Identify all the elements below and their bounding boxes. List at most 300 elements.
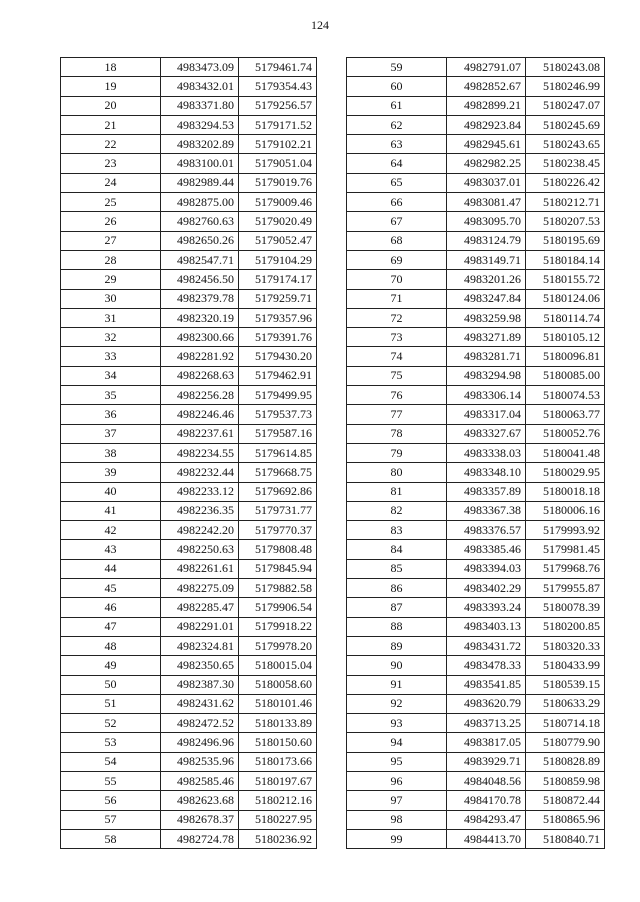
table-row xyxy=(61,501,317,520)
x-coordinate-cell: 4984293.47 xyxy=(447,810,526,829)
table-row xyxy=(61,135,317,154)
table-row xyxy=(61,694,317,713)
x-coordinate-cell: 4982678.37 xyxy=(161,810,239,829)
y-coordinate-cell: 5180828.89 xyxy=(526,752,605,771)
y-coordinate-cell: 5179354.43 xyxy=(239,77,317,96)
y-coordinate-cell: 5180018.18 xyxy=(526,482,605,501)
x-coordinate-cell: 4984413.70 xyxy=(447,829,526,848)
point-number-cell: 82 xyxy=(347,501,447,520)
x-coordinate-cell: 4983081.47 xyxy=(447,193,526,212)
table-row xyxy=(61,250,317,269)
point-number-cell: 25 xyxy=(61,193,161,212)
table-row xyxy=(61,212,317,231)
y-coordinate-cell: 5179259.71 xyxy=(239,289,317,308)
point-number-cell: 74 xyxy=(347,347,447,366)
x-coordinate-cell: 4982285.47 xyxy=(161,598,239,617)
y-coordinate-cell: 5180195.69 xyxy=(526,231,605,250)
point-number-cell: 65 xyxy=(347,173,447,192)
y-coordinate-cell: 5180078.39 xyxy=(526,598,605,617)
y-coordinate-cell: 5180238.45 xyxy=(526,154,605,173)
table-row xyxy=(61,347,317,366)
x-coordinate-cell: 4982982.25 xyxy=(447,154,526,173)
point-number-cell: 59 xyxy=(347,58,447,77)
y-coordinate-cell: 5180247.07 xyxy=(526,96,605,115)
x-coordinate-cell: 4982923.84 xyxy=(447,115,526,134)
y-coordinate-cell: 5180133.89 xyxy=(239,714,317,733)
y-coordinate-cell: 5180029.95 xyxy=(526,463,605,482)
x-coordinate-cell: 4982246.46 xyxy=(161,405,239,424)
x-coordinate-cell: 4982496.96 xyxy=(161,733,239,752)
y-coordinate-cell: 5180105.12 xyxy=(526,328,605,347)
y-coordinate-cell: 5180320.33 xyxy=(526,636,605,655)
point-number-cell: 98 xyxy=(347,810,447,829)
point-number-cell: 32 xyxy=(61,328,161,347)
table-row xyxy=(347,231,605,250)
x-coordinate-cell: 4983431.72 xyxy=(447,636,526,655)
table-row xyxy=(347,96,605,115)
y-coordinate-cell: 5180872.44 xyxy=(526,791,605,810)
x-coordinate-cell: 4982233.12 xyxy=(161,482,239,501)
table-row xyxy=(61,193,317,212)
point-number-cell: 38 xyxy=(61,443,161,462)
table-row xyxy=(61,656,317,675)
x-coordinate-cell: 4982350.65 xyxy=(161,656,239,675)
table-row xyxy=(61,617,317,636)
table-row xyxy=(347,579,605,598)
table-row xyxy=(347,521,605,540)
y-coordinate-cell: 5179981.45 xyxy=(526,540,605,559)
x-coordinate-cell: 4983271.89 xyxy=(447,328,526,347)
y-coordinate-cell: 5179104.29 xyxy=(239,250,317,269)
x-coordinate-cell: 4983478.33 xyxy=(447,656,526,675)
point-number-cell: 21 xyxy=(61,115,161,134)
point-number-cell: 79 xyxy=(347,443,447,462)
coordinates-table-right xyxy=(346,57,605,849)
point-number-cell: 86 xyxy=(347,579,447,598)
y-coordinate-cell: 5180041.48 xyxy=(526,443,605,462)
table-row xyxy=(61,810,317,829)
y-coordinate-cell: 5179906.54 xyxy=(239,598,317,617)
point-number-cell: 55 xyxy=(61,771,161,790)
y-coordinate-cell: 5180779.90 xyxy=(526,733,605,752)
y-coordinate-cell: 5179614.85 xyxy=(239,443,317,462)
x-coordinate-cell: 4983394.03 xyxy=(447,559,526,578)
table-row xyxy=(347,559,605,578)
y-coordinate-cell: 5179993.92 xyxy=(526,521,605,540)
y-coordinate-cell: 5179808.48 xyxy=(239,540,317,559)
point-number-cell: 47 xyxy=(61,617,161,636)
x-coordinate-cell: 4982275.09 xyxy=(161,579,239,598)
point-number-cell: 68 xyxy=(347,231,447,250)
table-row xyxy=(347,733,605,752)
coordinates-table-left xyxy=(60,57,317,849)
y-coordinate-cell: 5179968.76 xyxy=(526,559,605,578)
table-row xyxy=(61,308,317,327)
x-coordinate-cell: 4982760.63 xyxy=(161,212,239,231)
table-row xyxy=(61,752,317,771)
x-coordinate-cell: 4982250.63 xyxy=(161,540,239,559)
table-row xyxy=(61,521,317,540)
point-number-cell: 84 xyxy=(347,540,447,559)
x-coordinate-cell: 4983201.26 xyxy=(447,270,526,289)
table-row xyxy=(61,231,317,250)
x-coordinate-cell: 4982547.71 xyxy=(161,250,239,269)
y-coordinate-cell: 5179430.20 xyxy=(239,347,317,366)
y-coordinate-cell: 5179692.86 xyxy=(239,482,317,501)
y-coordinate-cell: 5179462.91 xyxy=(239,366,317,385)
point-number-cell: 94 xyxy=(347,733,447,752)
point-number-cell: 97 xyxy=(347,791,447,810)
point-number-cell: 45 xyxy=(61,579,161,598)
point-number-cell: 85 xyxy=(347,559,447,578)
table-row xyxy=(347,308,605,327)
point-number-cell: 54 xyxy=(61,752,161,771)
x-coordinate-cell: 4983317.04 xyxy=(447,405,526,424)
table-row xyxy=(61,328,317,347)
x-coordinate-cell: 4983281.71 xyxy=(447,347,526,366)
table-row xyxy=(347,771,605,790)
point-number-cell: 96 xyxy=(347,771,447,790)
x-coordinate-cell: 4983403.13 xyxy=(447,617,526,636)
y-coordinate-cell: 5180236.92 xyxy=(239,829,317,848)
y-coordinate-cell: 5179978.20 xyxy=(239,636,317,655)
table-row xyxy=(347,328,605,347)
y-coordinate-cell: 5180101.46 xyxy=(239,694,317,713)
y-coordinate-cell: 5179357.96 xyxy=(239,308,317,327)
y-coordinate-cell: 5179171.52 xyxy=(239,115,317,134)
point-number-cell: 18 xyxy=(61,58,161,77)
y-coordinate-cell: 5180633.29 xyxy=(526,694,605,713)
x-coordinate-cell: 4983473.09 xyxy=(161,58,239,77)
y-coordinate-cell: 5180096.81 xyxy=(526,347,605,366)
point-number-cell: 63 xyxy=(347,135,447,154)
table-row xyxy=(61,270,317,289)
point-number-cell: 36 xyxy=(61,405,161,424)
x-coordinate-cell: 4982623.68 xyxy=(161,791,239,810)
table-row xyxy=(347,386,605,405)
x-coordinate-cell: 4983294.98 xyxy=(447,366,526,385)
table-row xyxy=(61,540,317,559)
x-coordinate-cell: 4982256.28 xyxy=(161,386,239,405)
point-number-cell: 46 xyxy=(61,598,161,617)
point-number-cell: 28 xyxy=(61,250,161,269)
y-coordinate-cell: 5180714.18 xyxy=(526,714,605,733)
point-number-cell: 71 xyxy=(347,289,447,308)
point-number-cell: 90 xyxy=(347,656,447,675)
y-coordinate-cell: 5180074.53 xyxy=(526,386,605,405)
table-row xyxy=(61,771,317,790)
point-number-cell: 87 xyxy=(347,598,447,617)
table-row xyxy=(347,714,605,733)
x-coordinate-cell: 4984048.56 xyxy=(447,771,526,790)
x-coordinate-cell: 4983432.01 xyxy=(161,77,239,96)
table-row xyxy=(347,501,605,520)
table-row xyxy=(347,58,605,77)
table-row xyxy=(347,656,605,675)
y-coordinate-cell: 5180865.96 xyxy=(526,810,605,829)
y-coordinate-cell: 5180539.15 xyxy=(526,675,605,694)
point-number-cell: 51 xyxy=(61,694,161,713)
point-number-cell: 78 xyxy=(347,424,447,443)
point-number-cell: 70 xyxy=(347,270,447,289)
point-number-cell: 24 xyxy=(61,173,161,192)
x-coordinate-cell: 4982431.62 xyxy=(161,694,239,713)
point-number-cell: 52 xyxy=(61,714,161,733)
y-coordinate-cell: 5180197.67 xyxy=(239,771,317,790)
y-coordinate-cell: 5180433.99 xyxy=(526,656,605,675)
point-number-cell: 31 xyxy=(61,308,161,327)
table-row xyxy=(61,791,317,810)
x-coordinate-cell: 4982320.19 xyxy=(161,308,239,327)
table-row xyxy=(347,463,605,482)
y-coordinate-cell: 5180155.72 xyxy=(526,270,605,289)
x-coordinate-cell: 4982875.00 xyxy=(161,193,239,212)
table-row xyxy=(347,636,605,655)
x-coordinate-cell: 4982324.81 xyxy=(161,636,239,655)
x-coordinate-cell: 4982261.61 xyxy=(161,559,239,578)
x-coordinate-cell: 4982300.66 xyxy=(161,328,239,347)
x-coordinate-cell: 4982291.01 xyxy=(161,617,239,636)
y-coordinate-cell: 5180015.04 xyxy=(239,656,317,675)
y-coordinate-cell: 5180052.76 xyxy=(526,424,605,443)
point-number-cell: 57 xyxy=(61,810,161,829)
point-number-cell: 67 xyxy=(347,212,447,231)
y-coordinate-cell: 5180859.98 xyxy=(526,771,605,790)
point-number-cell: 35 xyxy=(61,386,161,405)
y-coordinate-cell: 5179052.47 xyxy=(239,231,317,250)
x-coordinate-cell: 4982535.96 xyxy=(161,752,239,771)
point-number-cell: 50 xyxy=(61,675,161,694)
y-coordinate-cell: 5180227.95 xyxy=(239,810,317,829)
point-number-cell: 23 xyxy=(61,154,161,173)
table-row xyxy=(347,443,605,462)
y-coordinate-cell: 5179955.87 xyxy=(526,579,605,598)
point-number-cell: 53 xyxy=(61,733,161,752)
table-row xyxy=(61,115,317,134)
x-coordinate-cell: 4983348.10 xyxy=(447,463,526,482)
table-row xyxy=(347,810,605,829)
x-coordinate-cell: 4983713.25 xyxy=(447,714,526,733)
y-coordinate-cell: 5180085.00 xyxy=(526,366,605,385)
y-coordinate-cell: 5179461.74 xyxy=(239,58,317,77)
y-coordinate-cell: 5180124.06 xyxy=(526,289,605,308)
y-coordinate-cell: 5179499.95 xyxy=(239,386,317,405)
point-number-cell: 56 xyxy=(61,791,161,810)
y-coordinate-cell: 5179668.75 xyxy=(239,463,317,482)
table-row xyxy=(61,289,317,308)
x-coordinate-cell: 4982387.30 xyxy=(161,675,239,694)
point-number-cell: 42 xyxy=(61,521,161,540)
point-number-cell: 43 xyxy=(61,540,161,559)
y-coordinate-cell: 5179051.04 xyxy=(239,154,317,173)
y-coordinate-cell: 5180245.69 xyxy=(526,115,605,134)
x-coordinate-cell: 4982724.78 xyxy=(161,829,239,848)
y-coordinate-cell: 5179537.73 xyxy=(239,405,317,424)
point-number-cell: 93 xyxy=(347,714,447,733)
y-coordinate-cell: 5180243.65 xyxy=(526,135,605,154)
point-number-cell: 88 xyxy=(347,617,447,636)
x-coordinate-cell: 4983620.79 xyxy=(447,694,526,713)
point-number-cell: 58 xyxy=(61,829,161,848)
table-row xyxy=(347,135,605,154)
x-coordinate-cell: 4982650.26 xyxy=(161,231,239,250)
point-number-cell: 49 xyxy=(61,656,161,675)
table-row xyxy=(347,173,605,192)
point-number-cell: 22 xyxy=(61,135,161,154)
x-coordinate-cell: 4983202.89 xyxy=(161,135,239,154)
point-number-cell: 69 xyxy=(347,250,447,269)
table-row xyxy=(61,96,317,115)
table-row xyxy=(347,366,605,385)
y-coordinate-cell: 5179770.37 xyxy=(239,521,317,540)
x-coordinate-cell: 4983385.46 xyxy=(447,540,526,559)
table-row xyxy=(347,752,605,771)
table-row xyxy=(347,347,605,366)
table-row xyxy=(347,193,605,212)
y-coordinate-cell: 5180150.60 xyxy=(239,733,317,752)
y-coordinate-cell: 5179019.76 xyxy=(239,173,317,192)
point-number-cell: 99 xyxy=(347,829,447,848)
y-coordinate-cell: 5180243.08 xyxy=(526,58,605,77)
table-row xyxy=(347,154,605,173)
y-coordinate-cell: 5180173.66 xyxy=(239,752,317,771)
table-row xyxy=(61,579,317,598)
x-coordinate-cell: 4983149.71 xyxy=(447,250,526,269)
y-coordinate-cell: 5180006.16 xyxy=(526,501,605,520)
point-number-cell: 61 xyxy=(347,96,447,115)
y-coordinate-cell: 5179102.21 xyxy=(239,135,317,154)
x-coordinate-cell: 4982232.44 xyxy=(161,463,239,482)
x-coordinate-cell: 4983037.01 xyxy=(447,173,526,192)
point-number-cell: 72 xyxy=(347,308,447,327)
table-row xyxy=(61,714,317,733)
x-coordinate-cell: 4983817.05 xyxy=(447,733,526,752)
point-number-cell: 19 xyxy=(61,77,161,96)
table-row xyxy=(61,675,317,694)
x-coordinate-cell: 4982472.52 xyxy=(161,714,239,733)
table-row xyxy=(61,173,317,192)
point-number-cell: 92 xyxy=(347,694,447,713)
point-number-cell: 20 xyxy=(61,96,161,115)
table-row xyxy=(347,791,605,810)
x-coordinate-cell: 4982945.61 xyxy=(447,135,526,154)
y-coordinate-cell: 5180114.74 xyxy=(526,308,605,327)
x-coordinate-cell: 4983393.24 xyxy=(447,598,526,617)
x-coordinate-cell: 4983259.98 xyxy=(447,308,526,327)
y-coordinate-cell: 5180840.71 xyxy=(526,829,605,848)
table-row xyxy=(61,733,317,752)
x-coordinate-cell: 4983294.53 xyxy=(161,115,239,134)
point-number-cell: 91 xyxy=(347,675,447,694)
table-row xyxy=(347,675,605,694)
y-coordinate-cell: 5180246.99 xyxy=(526,77,605,96)
y-coordinate-cell: 5179391.76 xyxy=(239,328,317,347)
x-coordinate-cell: 4982899.21 xyxy=(447,96,526,115)
x-coordinate-cell: 4982268.63 xyxy=(161,366,239,385)
x-coordinate-cell: 4983929.71 xyxy=(447,752,526,771)
x-coordinate-cell: 4983357.89 xyxy=(447,482,526,501)
point-number-cell: 33 xyxy=(61,347,161,366)
table-row xyxy=(61,366,317,385)
x-coordinate-cell: 4982852.67 xyxy=(447,77,526,96)
x-coordinate-cell: 4983247.84 xyxy=(447,289,526,308)
x-coordinate-cell: 4982234.55 xyxy=(161,443,239,462)
point-number-cell: 37 xyxy=(61,424,161,443)
point-number-cell: 62 xyxy=(347,115,447,134)
table-row xyxy=(347,617,605,636)
y-coordinate-cell: 5180212.16 xyxy=(239,791,317,810)
x-coordinate-cell: 4982237.61 xyxy=(161,424,239,443)
table-row xyxy=(347,424,605,443)
point-number-cell: 75 xyxy=(347,366,447,385)
point-number-cell: 95 xyxy=(347,752,447,771)
y-coordinate-cell: 5179587.16 xyxy=(239,424,317,443)
x-coordinate-cell: 4983402.29 xyxy=(447,579,526,598)
point-number-cell: 60 xyxy=(347,77,447,96)
table-row xyxy=(61,598,317,617)
table-row xyxy=(347,77,605,96)
table-row xyxy=(61,443,317,462)
y-coordinate-cell: 5180200.85 xyxy=(526,617,605,636)
point-number-cell: 44 xyxy=(61,559,161,578)
x-coordinate-cell: 4983376.57 xyxy=(447,521,526,540)
x-coordinate-cell: 4982456.50 xyxy=(161,270,239,289)
y-coordinate-cell: 5179845.94 xyxy=(239,559,317,578)
point-number-cell: 80 xyxy=(347,463,447,482)
y-coordinate-cell: 5180207.53 xyxy=(526,212,605,231)
point-number-cell: 30 xyxy=(61,289,161,308)
table-row xyxy=(347,598,605,617)
table-row xyxy=(347,482,605,501)
x-coordinate-cell: 4982236.35 xyxy=(161,501,239,520)
y-coordinate-cell: 5180226.42 xyxy=(526,173,605,192)
y-coordinate-cell: 5179918.22 xyxy=(239,617,317,636)
point-number-cell: 34 xyxy=(61,366,161,385)
x-coordinate-cell: 4983100.01 xyxy=(161,154,239,173)
x-coordinate-cell: 4982791.07 xyxy=(447,58,526,77)
table-row xyxy=(347,405,605,424)
x-coordinate-cell: 4983306.14 xyxy=(447,386,526,405)
point-number-cell: 29 xyxy=(61,270,161,289)
point-number-cell: 73 xyxy=(347,328,447,347)
point-number-cell: 76 xyxy=(347,386,447,405)
point-number-cell: 89 xyxy=(347,636,447,655)
table-row xyxy=(347,115,605,134)
y-coordinate-cell: 5179256.57 xyxy=(239,96,317,115)
table-row xyxy=(347,212,605,231)
table-row xyxy=(61,482,317,501)
point-number-cell: 81 xyxy=(347,482,447,501)
table-row xyxy=(61,154,317,173)
table-row xyxy=(61,58,317,77)
y-coordinate-cell: 5180184.14 xyxy=(526,250,605,269)
point-number-cell: 83 xyxy=(347,521,447,540)
point-number-cell: 26 xyxy=(61,212,161,231)
y-coordinate-cell: 5180063.77 xyxy=(526,405,605,424)
y-coordinate-cell: 5179174.17 xyxy=(239,270,317,289)
table-row xyxy=(347,289,605,308)
x-coordinate-cell: 4982989.44 xyxy=(161,173,239,192)
x-coordinate-cell: 4983367.38 xyxy=(447,501,526,520)
y-coordinate-cell: 5179882.58 xyxy=(239,579,317,598)
point-number-cell: 48 xyxy=(61,636,161,655)
table-row xyxy=(347,829,605,848)
point-number-cell: 77 xyxy=(347,405,447,424)
x-coordinate-cell: 4983371.80 xyxy=(161,96,239,115)
x-coordinate-cell: 4983338.03 xyxy=(447,443,526,462)
x-coordinate-cell: 4984170.78 xyxy=(447,791,526,810)
table-row xyxy=(347,250,605,269)
